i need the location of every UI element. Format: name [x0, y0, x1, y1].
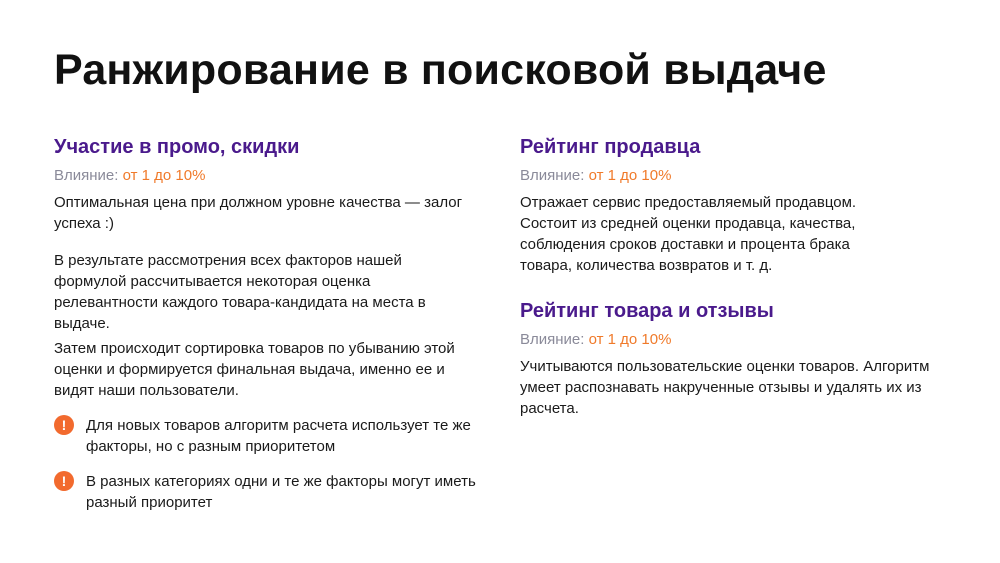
seller-impact [520, 166, 960, 186]
seller-rating-heading: Рейтинг продавца [520, 136, 701, 158]
seller-rating-text: Отражает сервис предоставляемый продавцом. Состоит из средней оценки продавца, качества, соблюдения сроков доставки и процента брака товара, количества возвратов и т. д. [520, 194, 857, 274]
promo-section [54, 134, 484, 513]
seller-impact-value: от 1 до 10% [588, 167, 672, 184]
product-rating-heading: Рейтинг товара и отзывы [520, 300, 774, 322]
ratings-column [520, 134, 960, 419]
promo-impact [54, 166, 484, 186]
promo-impact-label: Влияние: [54, 167, 123, 184]
promo-paragraph-2: В результате рассмотрения всех факторов нашей формулой рассчитывается некоторая оценка релевантности каждого товара-кандидата на места в выдаче. [54, 252, 426, 332]
promo-paragraph-3: Затем происходит сортировка товаров по убыванию этой оценки и формируется финальная выдача, именно ее и видят наши пользователи. [54, 340, 455, 399]
product-impact-value: от 1 до 10% [588, 331, 672, 348]
exclamation-circle-icon: ! [54, 471, 74, 491]
note-categories [54, 471, 484, 513]
exclamation-circle-icon: ! [54, 415, 74, 435]
note-categories-text: В разных категориях одни и те же факторы могут иметь разный приоритет [86, 473, 476, 511]
promo-paragraph-1: Оптимальная цена при должном уровне качества — залог успеха :) [54, 194, 463, 232]
product-impact [520, 330, 960, 350]
product-rating-text: Учитываются пользовательские оценки товаров. Алгоритм умеет распознавать накрученные отзывы и удалять их из расчета. [520, 358, 930, 417]
note-new-products-text: Для новых товаров алгоритм расчета использует те же факторы, но с разным приоритетом [86, 417, 471, 455]
note-new-products [54, 415, 484, 457]
promo-heading: Участие в промо, скидки [54, 136, 300, 158]
product-impact-label: Влияние: [520, 331, 589, 348]
page-title: Ранжирование в поисковой выдаче [54, 46, 827, 94]
seller-impact-label: Влияние: [520, 167, 589, 184]
promo-impact-value: от 1 до 10% [122, 167, 206, 184]
seller-rating-section [520, 134, 960, 276]
product-rating-section [520, 298, 960, 419]
